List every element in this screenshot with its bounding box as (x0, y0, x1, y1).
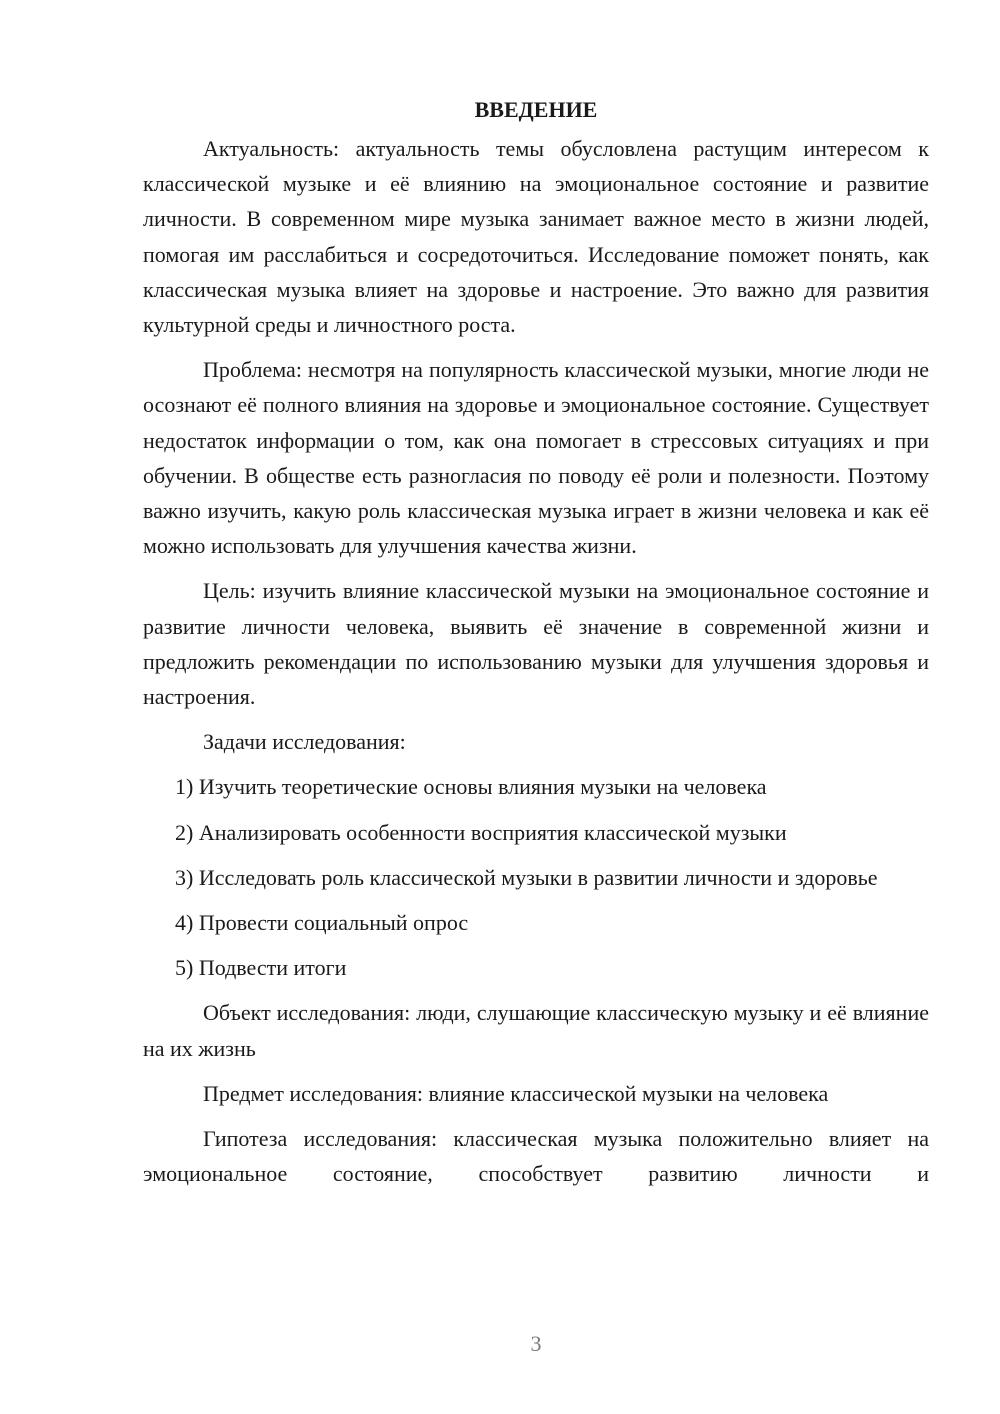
task-item-4: 4) Провести социальный опрос (175, 910, 469, 936)
task-item-2: 2) Анализировать особенности восприятия классической музыки (175, 819, 787, 845)
paragraph-hypothesis: Гипотеза исследования: классическая музыка положительно влияет на эмоциональное состояние, способствует развитию личности и (143, 1126, 929, 1187)
paragraph-subject: Предмет исследования: влияние классической музыки на человека (203, 1080, 829, 1106)
paragraph-problem: Проблема: несмотря на популярность классической музыки, многие люди не осознают её полного влияния на здоровье и эмоциональное состояние. Существует недостаток информации о том, как она помогает в стрессовых ситуациях и при обучении. В обществе есть разногласия по поводу её роли и полезности. Поэтому важно изучить, какую роль классическая музыка играет в жизни человека и как её можно использовать для улучшения качества жизни. (143, 357, 929, 559)
section-title: ВВЕДЕНИЕ (474, 97, 598, 122)
paragraph-object: Объект исследования: люди, слушающие классическую музыку и её влияние на их жизнь (143, 1000, 929, 1061)
paragraph-goal: Цель: изучить влияние классической музыки на эмоциональное состояние и развитие личности человека, выявить её значение в современной жизни и предложить рекомендации по использованию музыки для улучшения здоровья и настроения. (143, 578, 929, 710)
tasks-heading: Задачи исследования: (203, 729, 406, 755)
page-content (143, 92, 929, 1201)
task-item-1: 1) Изучить теоретические основы влияния музыки на человека (175, 774, 767, 800)
task-item-3: 3) Исследовать роль классической музыки в развитии личности и здоровье (175, 864, 878, 890)
paragraph-relevance: Актуальность: актуальность темы обусловлена растущим интересом к классической музыке и её влиянию на эмоциональное состояние и развитие личности. В современном мире музыка занимает важное место в жизни людей, помогая им расслабиться и сосредоточиться. Исследование поможет понять, как классическая музыка влияет на здоровье и настроение. Это важно для развития культурной среды и личностного роста. (143, 136, 929, 338)
task-item-5: 5) Подвести итоги (175, 955, 347, 981)
page-number: 3 (530, 1331, 542, 1356)
